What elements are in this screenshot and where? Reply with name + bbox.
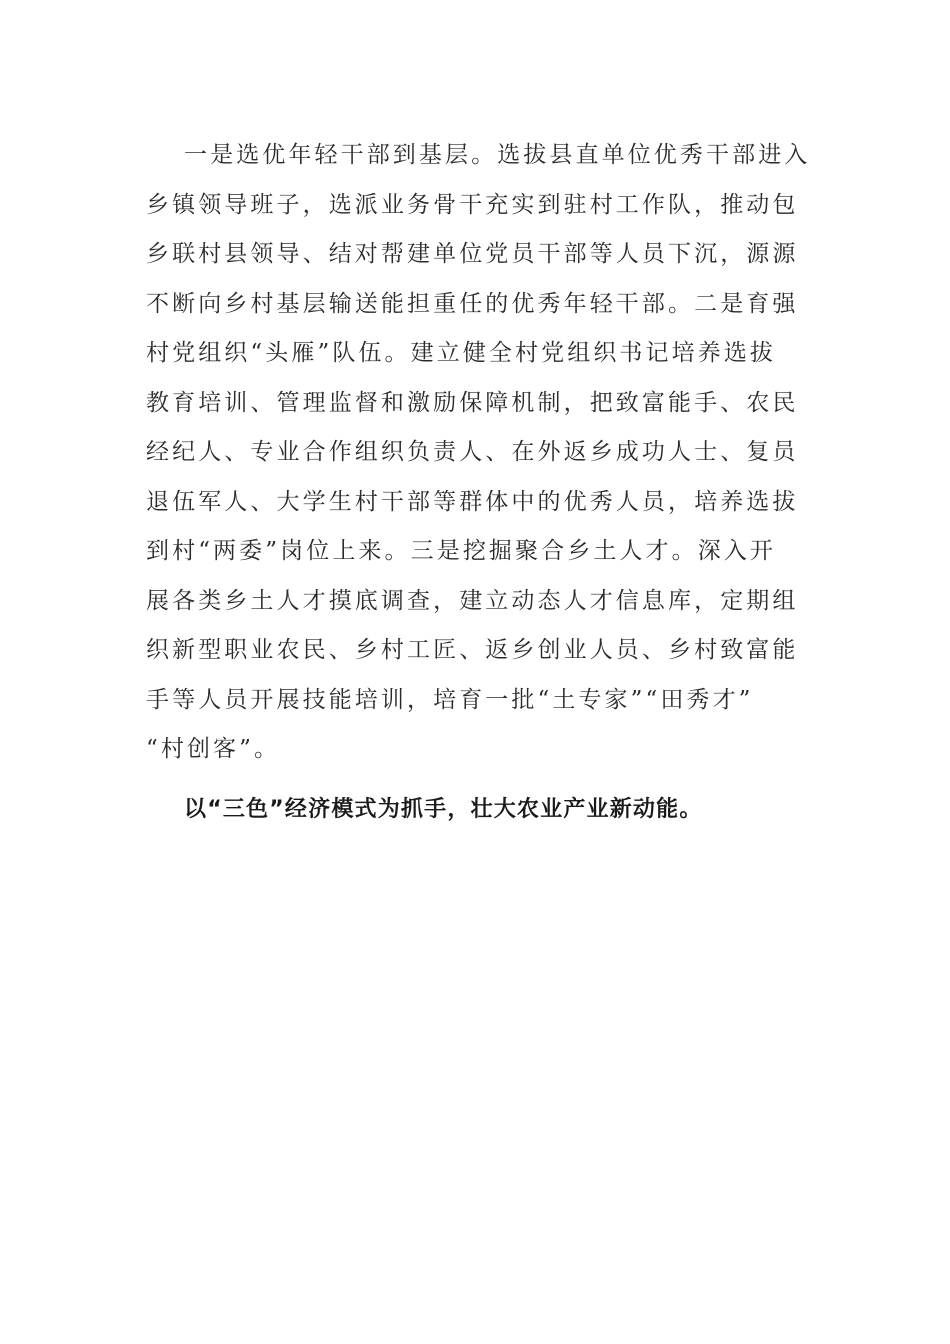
paragraph-line: 乡联村县领导、结对帮建单位党员干部等人员下沉，源源 <box>146 241 799 267</box>
paragraph-line: 织新型职业农民、乡村工匠、返乡创业人员、乡村致富能 <box>146 637 799 663</box>
paragraph-line: 不断向乡村基层输送能担重任的优秀年轻干部。二是育强 <box>146 290 799 317</box>
paragraph-line: 手等人员开展技能培训，培育一批“土专家”“田秀才” <box>146 686 754 713</box>
paragraph-line: 乡镇领导班子，选派业务骨干充实到驻村工作队，推动包 <box>146 191 799 218</box>
body-paragraph <box>146 131 811 775</box>
paragraph-line: 一是选优年轻干部到基层。选拔县直单位优秀干部进入 <box>184 142 811 168</box>
paragraph-line: 展各类乡土人才摸底调查，建立动态人才信息库，定期组 <box>146 587 799 614</box>
paragraph-line: 教育培训、管理监督和激励保障机制，把致富能手、农民 <box>146 389 799 416</box>
paragraph-line: 村党组织“头雁”队伍。建立健全村党组织书记培养选拔 <box>146 340 777 366</box>
paragraph-line: “村创客”。 <box>146 736 281 762</box>
paragraph-line: 经纪人、专业合作组织负责人、在外返乡成功人士、复员 <box>146 439 799 465</box>
paragraph-line: 到村“两委”岗位上来。三是挖掘聚合乡土人才。深入开 <box>146 538 777 564</box>
section-heading: 以“三色”经济模式为抓手，壮大农业产业新动能。 <box>184 797 703 822</box>
paragraph-line: 退伍军人、大学生村干部等群体中的优秀人员，培养选拔 <box>146 488 799 515</box>
